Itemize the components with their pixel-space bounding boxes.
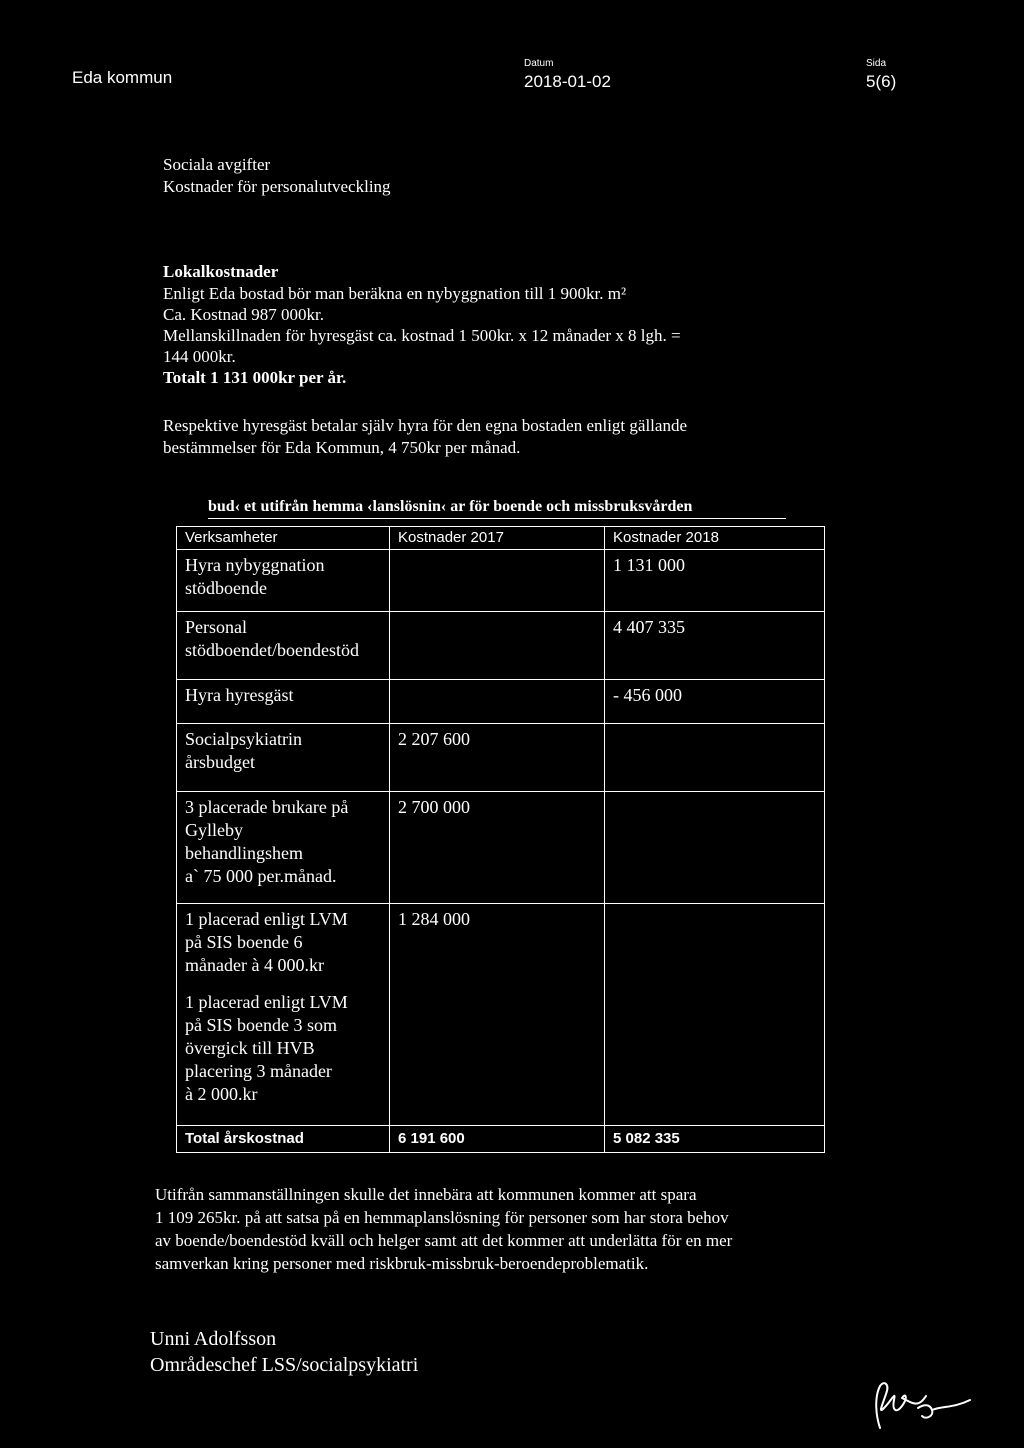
row-label-line: på SIS boende 3 som bbox=[185, 1015, 337, 1035]
row-label-line: stödboende bbox=[185, 578, 267, 598]
table-row bbox=[177, 612, 825, 680]
cost-2018: - 456 000 bbox=[605, 680, 825, 724]
table-header-row bbox=[177, 527, 825, 550]
header-date: 2018-01-02 bbox=[524, 72, 611, 91]
table-title: bud‹ et utifrån hemma ‹lanslösnin‹ ar för boende och missbruksvården bbox=[208, 498, 693, 515]
row-label-line: på SIS boende 6 bbox=[185, 932, 303, 952]
row-label bbox=[177, 612, 390, 680]
row-label bbox=[177, 792, 390, 904]
row-label-line: Hyra hyresgäst bbox=[185, 685, 294, 705]
conclusion-line: av boende/boendestöd kväll och helger samt att det kommer att underlätta för en mer bbox=[155, 1231, 733, 1250]
lokal-line: 144 000kr. bbox=[163, 347, 236, 366]
row-label bbox=[177, 680, 390, 724]
row-label-line: 1 placerad enligt LVM bbox=[185, 909, 348, 929]
table-row bbox=[177, 680, 825, 724]
column-header: Verksamheter bbox=[177, 527, 390, 550]
row-label-line: stödboendet/boendestöd bbox=[185, 640, 359, 660]
row-label bbox=[177, 550, 390, 612]
cost-2017 bbox=[390, 612, 605, 680]
lokal-total: Totalt 1 131 000kr per år. bbox=[163, 368, 347, 387]
signatory-name: Unni Adolfsson bbox=[150, 1328, 277, 1350]
cost-2018: 4 407 335 bbox=[605, 612, 825, 680]
row-label-line: Personal bbox=[185, 617, 247, 637]
cost-2018 bbox=[605, 904, 825, 1126]
row-label bbox=[177, 724, 390, 792]
cost-2017: 2 207 600 bbox=[390, 724, 605, 792]
lokal-line: Ca. Kostnad 987 000kr. bbox=[163, 305, 325, 324]
cost-2018: 1 131 000 bbox=[605, 550, 825, 612]
column-header: Kostnader 2018 bbox=[605, 527, 825, 550]
conclusion-line: samverkan kring personer med riskbruk-missbruk-beroendeproblematik. bbox=[155, 1254, 649, 1273]
total-2017: 6 191 600 bbox=[390, 1126, 605, 1153]
cost-2017 bbox=[390, 680, 605, 724]
table-row bbox=[177, 792, 825, 904]
row-label-line: Socialpsykiatrin bbox=[185, 729, 302, 749]
row-label-line: a` 75 000 per.månad. bbox=[185, 866, 337, 886]
lokal-heading: Lokalkostnader bbox=[163, 262, 279, 281]
budget-table bbox=[176, 526, 825, 1153]
cost-2017: 2 700 000 bbox=[390, 792, 605, 904]
hyra-paragraph-line: bestämmelser för Eda Kommun, 4 750kr per månad. bbox=[163, 438, 521, 457]
table-total-row bbox=[177, 1126, 825, 1153]
header-page-label: Sida bbox=[866, 58, 887, 69]
hyra-paragraph-line: Respektive hyresgäst betalar själv hyra för den egna bostaden enligt gällande bbox=[163, 416, 687, 435]
intro-line-personal: Kostnader för personalutveckling bbox=[163, 177, 391, 196]
table-title-underline bbox=[208, 518, 786, 519]
header-date-label: Datum bbox=[524, 58, 554, 69]
header-org: Eda kommun bbox=[72, 68, 173, 87]
row-label-line: 1 placerad enligt LVM bbox=[185, 992, 348, 1012]
intro-line-social: Sociala avgifter bbox=[163, 155, 271, 174]
row-label-line: à 2 000.kr bbox=[185, 1084, 258, 1104]
lokal-line: Enligt Eda bostad bör man beräkna en nybyggnation till 1 900kr. m² bbox=[163, 284, 627, 303]
row-label-line: månader à 4 000.kr bbox=[185, 955, 324, 975]
cost-2017 bbox=[390, 550, 605, 612]
row-label-line: Gylleby bbox=[185, 820, 243, 840]
table-row bbox=[177, 550, 825, 612]
row-label-line: behandlingshem bbox=[185, 843, 303, 863]
table-row bbox=[177, 904, 825, 1126]
lokal-line: Mellanskillnaden för hyresgäst ca. kostnad 1 500kr. x 12 månader x 8 lgh. = bbox=[163, 326, 681, 345]
column-header: Kostnader 2017 bbox=[390, 527, 605, 550]
cost-2018 bbox=[605, 724, 825, 792]
row-label-line: Hyra nybyggnation bbox=[185, 555, 325, 575]
row-label-subblock bbox=[185, 991, 381, 1106]
total-label: Total årskostnad bbox=[177, 1126, 390, 1153]
row-label-line: årsbudget bbox=[185, 752, 255, 772]
row-label-line: placering 3 månader bbox=[185, 1061, 332, 1081]
conclusion-line: 1 109 265kr. på att satsa på en hemmaplanslösning för personer som har stora behov bbox=[155, 1208, 729, 1227]
cost-2017: 1 284 000 bbox=[390, 904, 605, 1126]
total-2018: 5 082 335 bbox=[605, 1126, 825, 1153]
handwritten-signature bbox=[866, 1378, 976, 1434]
conclusion-line: Utifrån sammanställningen skulle det innebära att kommunen kommer att spara bbox=[155, 1185, 697, 1204]
row-label-line: övergick till HVB bbox=[185, 1038, 315, 1058]
signatory-title: Områdeschef LSS/socialpsykiatri bbox=[150, 1354, 419, 1376]
row-label bbox=[177, 904, 390, 1126]
table-row bbox=[177, 724, 825, 792]
header-page: 5(6) bbox=[866, 72, 897, 91]
row-label-line: 3 placerade brukare på bbox=[185, 797, 349, 817]
cost-2018 bbox=[605, 792, 825, 904]
